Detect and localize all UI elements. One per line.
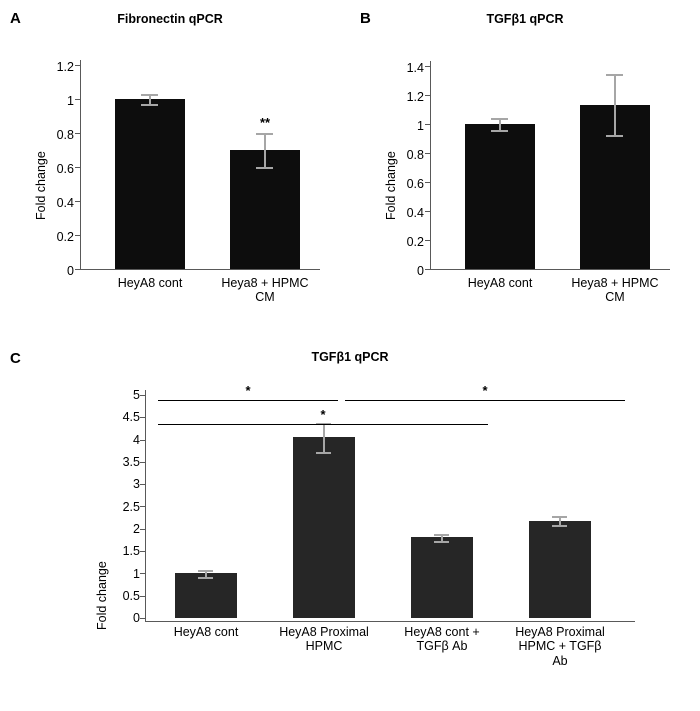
xtick-line-1: HeyA8 Proximal bbox=[515, 625, 605, 639]
xtick-line-3: Ab bbox=[552, 653, 568, 668]
panel-a-tickmark bbox=[75, 269, 80, 270]
panel-a-y-axis-label: Fold change bbox=[34, 151, 48, 220]
panel-c-tickmark bbox=[140, 462, 145, 463]
significance-marker: * bbox=[245, 383, 251, 398]
xtick-label-heya8-hpmc-cm bbox=[555, 276, 675, 305]
panel-b-ytick: 1 bbox=[417, 119, 424, 133]
xtick-label-heya8-cont-tgfb-ab bbox=[382, 625, 502, 654]
error-bar-cap bbox=[198, 570, 213, 572]
panel-c-ytick: 2 bbox=[133, 522, 140, 536]
error-bar-cap bbox=[198, 577, 213, 579]
significance-line-3 bbox=[158, 424, 488, 425]
panel-c-ytick: 2.5 bbox=[122, 500, 140, 514]
panel-c-ytick: 1.5 bbox=[122, 544, 140, 558]
panel-c-ytick: 4.5 bbox=[122, 410, 140, 424]
error-bar-cap bbox=[552, 525, 567, 527]
panel-c-tickmark bbox=[140, 551, 145, 552]
error-bar-cap bbox=[434, 541, 449, 543]
error-bar-cap bbox=[141, 94, 158, 96]
bar-heya8-proximal-hpmc bbox=[293, 437, 355, 618]
error-bar bbox=[323, 423, 325, 452]
panel-b-tickmark bbox=[425, 124, 430, 125]
panel-c-title: TGFβ1 qPCR bbox=[311, 350, 389, 364]
panel-a-letter: A bbox=[10, 10, 21, 27]
panel-b-ytick: 0.4 bbox=[406, 206, 424, 220]
panel-a-ytick: 0.4 bbox=[56, 196, 74, 210]
xtick-line-1: HeyA8 Proximal bbox=[279, 625, 369, 639]
panel-b-tickmark bbox=[425, 95, 430, 96]
panel-a-ytick: 0.8 bbox=[56, 128, 74, 142]
xtick-label-heya8-cont: HeyA8 cont bbox=[467, 276, 533, 290]
panel-a-ytick: 1.2 bbox=[56, 60, 74, 74]
panel-b-tickmark bbox=[425, 240, 430, 241]
xtick-line-2: TGFβ Ab bbox=[416, 639, 468, 654]
error-bar-cap bbox=[491, 118, 508, 120]
bar-heya8-cont bbox=[465, 124, 535, 269]
panel-c-ytick: 3.5 bbox=[122, 455, 140, 469]
bar-heya8-cont bbox=[175, 573, 237, 618]
panel-c-ytick: 0.5 bbox=[122, 589, 140, 603]
panel-a-tickmark bbox=[75, 99, 80, 100]
significance-marker: * bbox=[482, 383, 488, 398]
significance-line-2 bbox=[345, 400, 625, 401]
panel-c-tickmark bbox=[140, 618, 145, 619]
significance-marker: * bbox=[320, 407, 326, 422]
error-bar bbox=[614, 74, 616, 135]
panel-c-tickmark bbox=[140, 573, 145, 574]
error-bar-cap bbox=[316, 452, 331, 454]
panel-b bbox=[350, 0, 700, 330]
error-bar-cap bbox=[552, 516, 567, 518]
panel-a-tickmark bbox=[75, 167, 80, 168]
xtick-line-1: Heya8 + HPMC bbox=[221, 276, 309, 290]
significance-marker: ** bbox=[259, 115, 271, 130]
panel-b-ytick: 0.8 bbox=[406, 148, 424, 162]
panel-c-tickmark bbox=[140, 484, 145, 485]
panel-b-title: TGFβ1 qPCR bbox=[486, 12, 564, 26]
xtick-label-heya8-cont: HeyA8 cont bbox=[117, 276, 183, 290]
panel-a-tickmark bbox=[75, 235, 80, 236]
xtick-label-heya8-cont: HeyA8 cont bbox=[173, 625, 239, 639]
panel-c-tickmark bbox=[140, 506, 145, 507]
panel-a-tickmark bbox=[75, 65, 80, 66]
xtick-line-1: HeyA8 cont + bbox=[404, 625, 480, 639]
panel-b-ytick: 0.2 bbox=[406, 235, 424, 249]
error-bar bbox=[264, 133, 266, 167]
panel-a-tickmark bbox=[75, 133, 80, 134]
panel-a bbox=[0, 0, 340, 330]
panel-a-ytick: 0 bbox=[67, 264, 74, 278]
xtick-line-2: CM bbox=[255, 290, 275, 305]
panel-a-tickmark bbox=[75, 201, 80, 202]
panel-b-ytick: 1.4 bbox=[406, 61, 424, 75]
panel-a-title: Fibronectin qPCR bbox=[117, 12, 223, 26]
panel-c-tickmark bbox=[140, 417, 145, 418]
panel-c-tickmark bbox=[140, 529, 145, 530]
error-bar-cap bbox=[606, 74, 623, 76]
error-bar-cap bbox=[256, 167, 273, 169]
error-bar-cap bbox=[141, 104, 158, 106]
panel-c-letter: C bbox=[10, 350, 21, 367]
bar-heya8-cont-tgfb-ab bbox=[411, 537, 473, 618]
error-bar-cap bbox=[256, 133, 273, 135]
error-bar-cap bbox=[491, 130, 508, 132]
panel-b-tickmark bbox=[425, 182, 430, 183]
bar-heya8-proximal-hpmc-tgfb-ab bbox=[529, 521, 591, 618]
error-bar bbox=[499, 118, 501, 130]
xtick-line-1: Heya8 + HPMC bbox=[571, 276, 659, 290]
panel-c-ytick: 3 bbox=[133, 477, 140, 491]
xtick-label-heya8-hpmc-cm bbox=[205, 276, 325, 305]
xtick-label-heya8-proximal-hpmc bbox=[264, 625, 384, 654]
panel-b-y-axis-label: Fold change bbox=[384, 151, 398, 220]
panel-c bbox=[0, 340, 700, 711]
xtick-line-2: CM bbox=[605, 290, 625, 305]
panel-c-ytick: 5 bbox=[133, 388, 140, 402]
panel-c-ytick: 4 bbox=[133, 433, 140, 447]
xtick-line-2: HPMC + TGFβ bbox=[518, 639, 602, 654]
panel-b-tickmark bbox=[425, 153, 430, 154]
panel-a-ytick: 0.6 bbox=[56, 162, 74, 176]
panel-a-ytick: 0.2 bbox=[56, 230, 74, 244]
error-bar-cap bbox=[434, 534, 449, 536]
error-bar-cap bbox=[606, 135, 623, 137]
panel-b-ytick: 1.2 bbox=[406, 90, 424, 104]
xtick-label-heya8-proximal-hpmc-tgfb-ab bbox=[500, 625, 620, 668]
panel-c-tickmark bbox=[140, 596, 145, 597]
panel-c-ytick: 1 bbox=[133, 567, 140, 581]
significance-line-1 bbox=[158, 400, 338, 401]
panel-b-tickmark bbox=[425, 66, 430, 67]
panel-c-tickmark bbox=[140, 440, 145, 441]
xtick-line-2: HPMC bbox=[305, 639, 343, 654]
panel-a-ytick: 1 bbox=[67, 94, 74, 108]
panel-b-tickmark bbox=[425, 269, 430, 270]
panel-b-ytick: 0.6 bbox=[406, 177, 424, 191]
panel-b-letter: B bbox=[360, 10, 371, 27]
panel-c-tickmark bbox=[140, 395, 145, 396]
bar-heya8-cont bbox=[115, 99, 185, 269]
panel-c-y-axis-label: Fold change bbox=[95, 561, 109, 630]
panel-b-ytick: 0 bbox=[417, 264, 424, 278]
panel-b-tickmark bbox=[425, 211, 430, 212]
panel-c-ytick: 0 bbox=[133, 611, 140, 625]
